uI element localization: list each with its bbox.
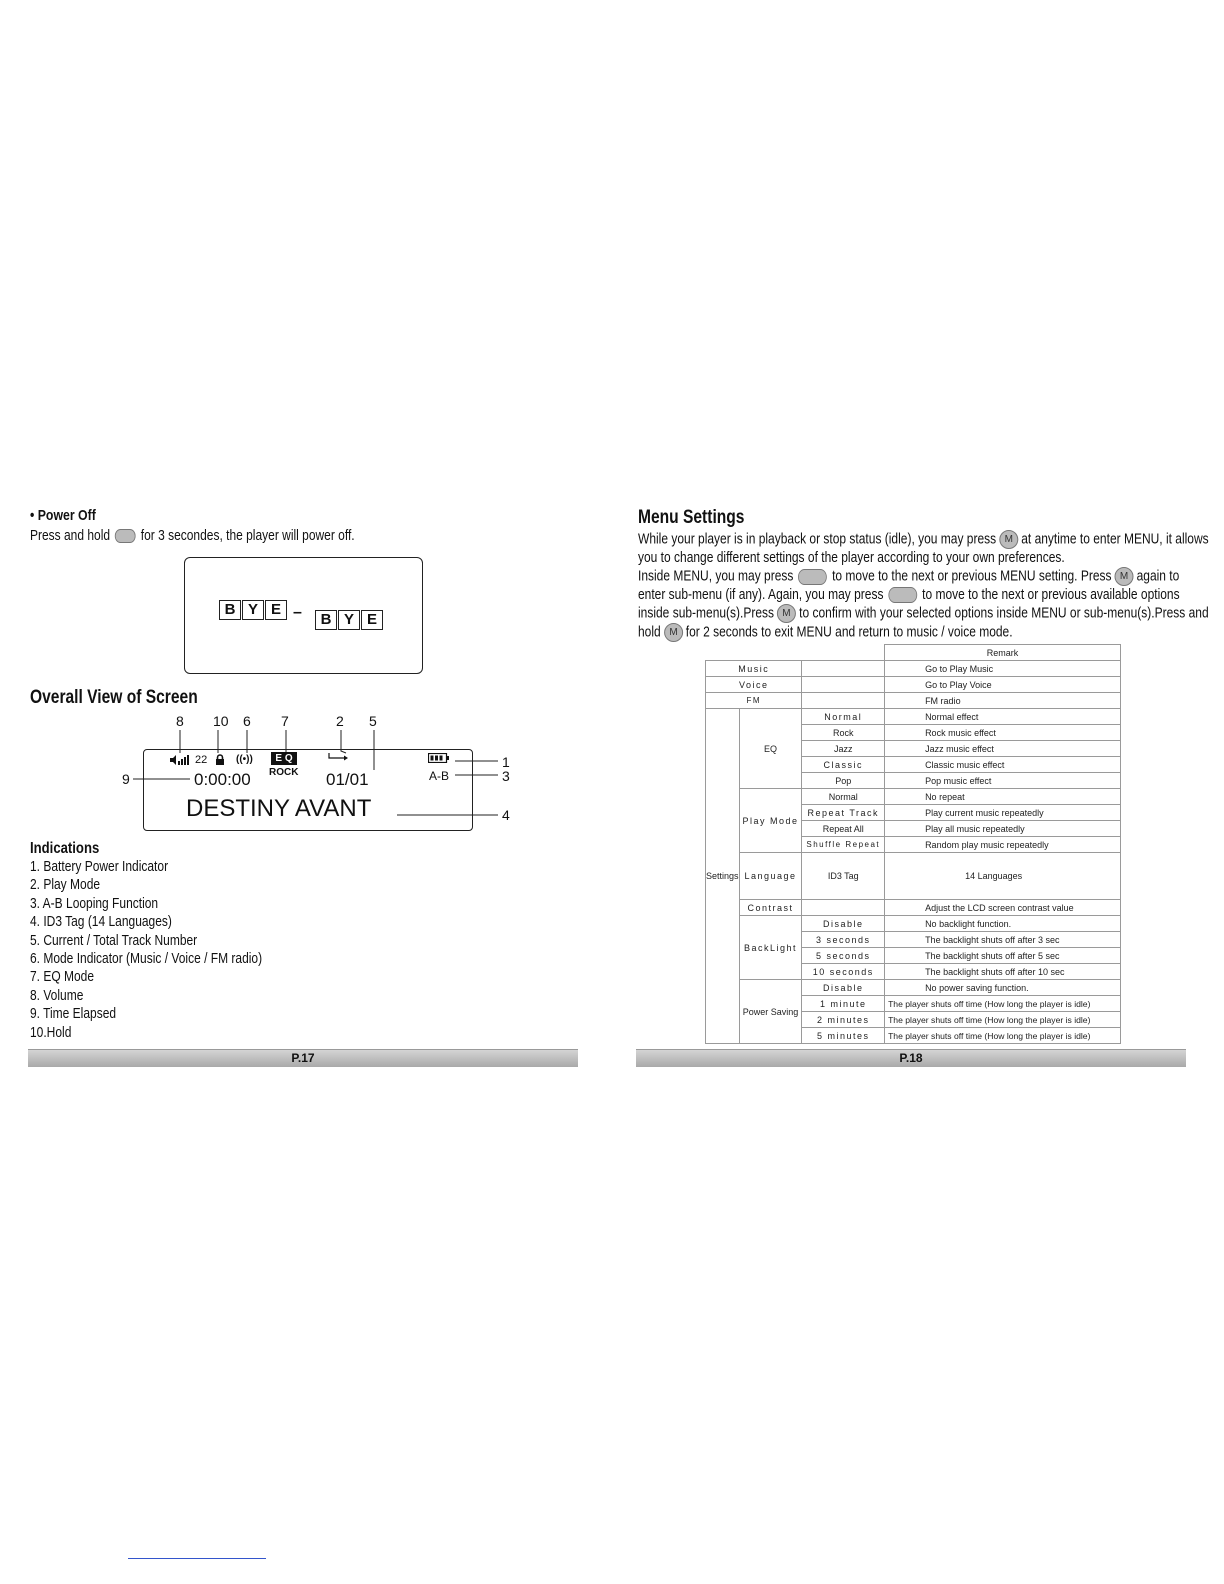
menu-button-icon: M: [664, 623, 683, 642]
id3-title: DESTINY AVANT: [186, 795, 372, 822]
left-footer-bar: [28, 1049, 578, 1067]
time-elapsed: 0:00:00: [194, 770, 251, 789]
table-row: [706, 677, 1121, 693]
table-cell: Disable: [802, 980, 885, 996]
power-off-text: Press and hold for 3 secondes, the player will power off.: [30, 527, 355, 544]
overall-view-heading: Overall View of Screen: [30, 687, 198, 708]
menu-button-icon: M: [777, 604, 796, 623]
indications-heading: Indications: [30, 840, 100, 857]
table-cell: Play all music repeatedly: [885, 821, 1121, 837]
para-line: you to change different settings of the player according to your own preferences.: [638, 548, 1065, 566]
callout-number: 3: [502, 768, 510, 784]
display-letter: E: [361, 610, 383, 630]
table-cell: Play Mode: [739, 789, 802, 853]
table-cell: Normal: [802, 709, 885, 725]
display-letter: B: [315, 610, 337, 630]
display-letter: E: [265, 600, 287, 620]
table-cell: Contrast: [739, 900, 802, 916]
callout-number: 5: [369, 713, 377, 729]
menu-settings-heading: Menu Settings: [638, 507, 745, 528]
table-cell: The player shuts off time (How long the player is idle): [885, 1028, 1121, 1044]
table-row: [706, 916, 1121, 932]
table-cell: Play current music repeatedly: [885, 805, 1121, 821]
track-number: 01/01: [326, 770, 369, 789]
callout-number: 8: [176, 713, 184, 729]
table-cell: Repeat Track: [802, 805, 885, 821]
list-item: 4. ID3 Tag (14 Languages): [30, 913, 172, 931]
table-row: [706, 980, 1121, 996]
table-cell: 3 seconds: [802, 932, 885, 948]
table-cell: Shuffle Repeat: [802, 837, 885, 853]
table-cell: No power saving function.: [885, 980, 1121, 996]
page-number: P.18: [899, 1051, 923, 1065]
table-cell: Go to Play Voice: [885, 677, 1121, 693]
callout-lines: [0, 0, 612, 880]
ab-loop: A-B: [429, 769, 450, 783]
table-row: [706, 789, 1121, 805]
table-cell: 2 minutes: [802, 1012, 885, 1028]
list-item: 2. Play Mode: [30, 876, 101, 894]
callout-number: 10: [213, 713, 229, 729]
remark-header: Remark: [885, 645, 1121, 661]
table-cell: Music: [706, 661, 802, 677]
table-cell: ID3 Tag: [802, 853, 885, 900]
table-cell: 5 seconds: [802, 948, 885, 964]
eq-mode-label: ROCK: [269, 767, 299, 778]
table-cell: 10 seconds: [802, 964, 885, 980]
table-cell: Voice: [706, 677, 802, 693]
display-dash: –: [293, 604, 302, 621]
table-cell: Normal: [802, 789, 885, 805]
table-cell: FM: [706, 693, 802, 709]
table-cell: Pop music effect: [885, 773, 1121, 789]
table-cell: The player shuts off time (How long the player is idle): [885, 1012, 1121, 1028]
table-cell: Rock: [802, 725, 885, 741]
list-item: 9. Time Elapsed: [30, 1005, 117, 1023]
table-cell: Jazz music effect: [885, 741, 1121, 757]
list-item: 10.Hold: [30, 1023, 72, 1041]
table-cell: No repeat: [885, 789, 1121, 805]
menu-button-icon: M: [1115, 567, 1134, 586]
list-item: 7. EQ Mode: [30, 968, 95, 986]
mode-indicator-icon: ((•)): [236, 754, 253, 765]
table-row: [706, 645, 1121, 661]
indications-list: [30, 858, 320, 1042]
table-cell: Go to Play Music: [885, 661, 1121, 677]
list-item: 3. A-B Looping Function: [30, 894, 159, 912]
table-cell: The backlight shuts off after 10 sec: [885, 964, 1121, 980]
para-line: enter sub-menu (if any). Again, you may press to move to the next or previous available options: [638, 585, 1180, 603]
table-row: [706, 661, 1121, 677]
table-cell: Rock music effect: [885, 725, 1121, 741]
right-footer-bar: [636, 1049, 1186, 1067]
eq-badge: E Q: [271, 752, 297, 765]
table-cell: Random play music repeatedly: [885, 837, 1121, 853]
table-row: [706, 853, 1121, 900]
list-item: 8. Volume: [30, 986, 84, 1004]
table-cell: Pop: [802, 773, 885, 789]
table-cell: The backlight shuts off after 3 sec: [885, 932, 1121, 948]
table-cell: 5 minutes: [802, 1028, 885, 1044]
lcd-screen: [143, 749, 473, 831]
para-line: hold M for 2 seconds to exit MENU and return to music / voice mode.: [638, 622, 1013, 640]
prev-next-button-icon: [888, 587, 917, 603]
table-row: [706, 693, 1121, 709]
table-row: [706, 709, 1121, 725]
table-cell: No backlight function.: [885, 916, 1121, 932]
para-line: inside sub-menu(s).Press M to confirm with your selected options inside MENU or sub-menu(s).Press and: [638, 604, 1209, 622]
table-row: [706, 900, 1121, 916]
callout-number: 4: [502, 807, 510, 823]
display-letter: Y: [338, 610, 360, 630]
menu-intro-paragraph: [638, 530, 1224, 641]
display-letter: B: [219, 600, 241, 620]
callout-number: 9: [122, 771, 130, 787]
table-cell: The player shuts off time (How long the player is idle): [885, 996, 1121, 1012]
table-cell: 14 Languages: [885, 853, 1121, 900]
list-item: 6. Mode Indicator (Music / Voice / FM radio): [30, 949, 263, 967]
callout-number: 6: [243, 713, 251, 729]
list-item: 5. Current / Total Track Number: [30, 931, 198, 949]
prev-next-button-icon: [798, 569, 827, 585]
table-cell: The backlight shuts off after 5 sec: [885, 948, 1121, 964]
table-cell: Disable: [802, 916, 885, 932]
menu-button-icon: M: [999, 530, 1018, 549]
display-letter: Y: [242, 600, 264, 620]
callout-number: 7: [281, 713, 289, 729]
table-cell: Jazz: [802, 741, 885, 757]
table-cell: FM radio: [885, 693, 1121, 709]
table-cell: Power Saving: [739, 980, 802, 1044]
battery-icon: [428, 753, 450, 763]
power-off-heading: • Power Off: [30, 507, 96, 524]
table-cell: EQ: [739, 709, 802, 789]
table-cell: 1 minute: [802, 996, 885, 1012]
table-cell: Language: [739, 853, 802, 900]
table-cell: Classic: [802, 757, 885, 773]
callout-number: 1: [502, 754, 510, 770]
settings-label: Settings: [706, 709, 740, 1044]
table-cell: BackLight: [739, 916, 802, 980]
table-cell: Adjust the LCD screen contrast value: [885, 900, 1121, 916]
lock-icon: [215, 754, 225, 765]
menu-settings-table: [705, 644, 1121, 1044]
callout-number: 2: [336, 713, 344, 729]
list-item: 1. Battery Power Indicator: [30, 858, 169, 875]
bottom-rule: [128, 1558, 266, 1559]
volume-value: 22: [195, 754, 208, 766]
table-cell: Normal effect: [885, 709, 1121, 725]
table-cell: Repeat All: [802, 821, 885, 837]
table-cell: Classic music effect: [885, 757, 1121, 773]
play-mode-repeat-icon: [327, 752, 349, 762]
page-number: P.17: [291, 1051, 315, 1065]
para-line: While your player is in playback or stop status (idle), you may press M at anytime to enter MENU, it allows: [638, 530, 1209, 548]
volume-icon: [170, 754, 192, 766]
para-line: Inside MENU, you may press to move to the next or previous MENU setting. Press M again to: [638, 567, 1180, 585]
